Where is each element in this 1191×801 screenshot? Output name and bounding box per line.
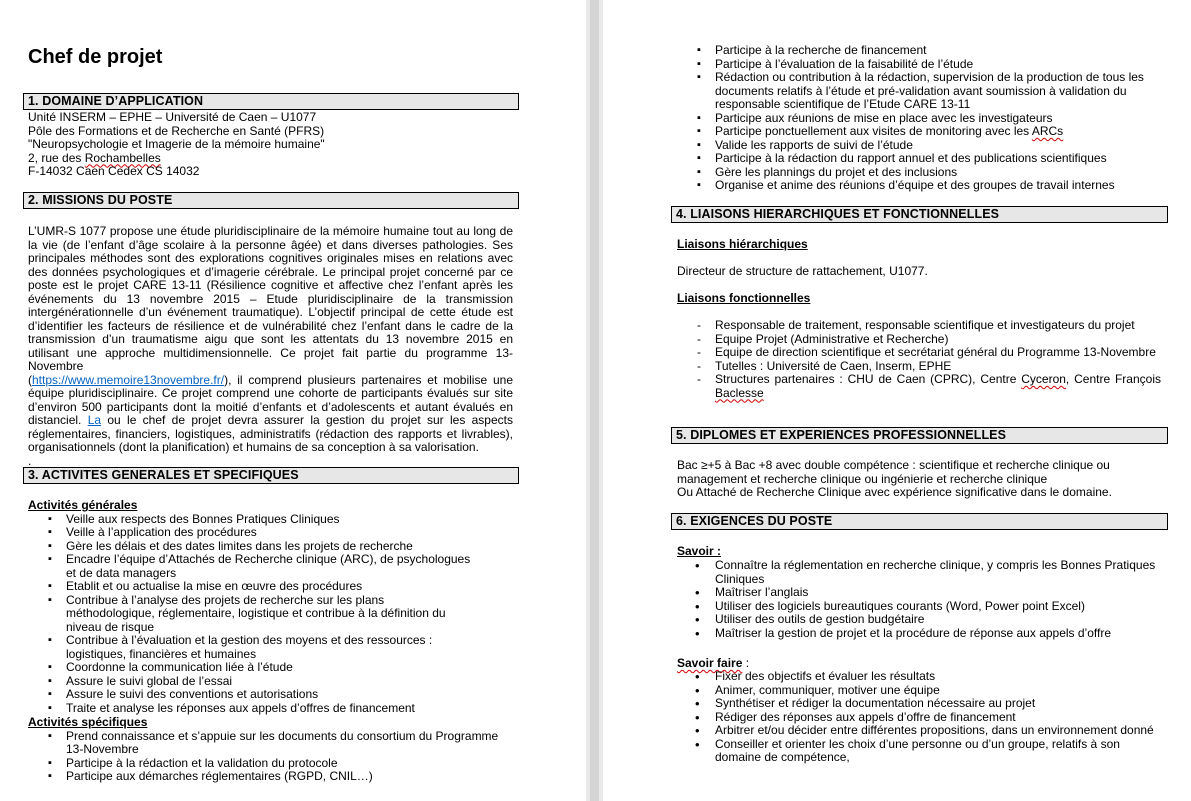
list-item: ▪ Veille aux respects des Bonnes Pratiques Cliniques — [28, 513, 473, 527]
diplomes-line: Ou Attaché de Recherche Clinique avec expérience significative dans le domaine. — [677, 485, 1112, 499]
section-heading-missions: 2. MISSIONS DU POSTE — [23, 192, 519, 209]
list-item: ▪ Participe à la rédaction du rapport annuel et des publications scientifiques — [677, 152, 1167, 166]
list-item — [677, 125, 1167, 139]
savoir-faire-list — [677, 670, 1167, 765]
list-item: ▪ Prend connaissance et s’appuie sur les documents du consortium du Programme 13-Novembre — [28, 730, 518, 757]
list-item: ▪ Rédaction ou contribution à la rédaction, supervision de la production de tous les documents relatifs à l’étude et pré-validation avant soumission à validation du responsable scientifique de l’Etude CARE 13-11 — [677, 71, 1167, 112]
list-item: - Tutelles : Université de Caen, Inserm, EPHE — [677, 360, 1161, 374]
activites-specifiques-continued — [677, 44, 1167, 193]
document-page-left — [0, 0, 586, 801]
street-name: Rochambelles — [84, 150, 161, 165]
list-item: ▪ Gère les délais et des dates limites dans les projets de recherche — [28, 540, 473, 554]
address-street-prefix: 2, rue des — [28, 150, 85, 165]
programme-link[interactable]: https://www.memoire13novembre.fr/ — [32, 372, 225, 387]
list-item: ▪ Etablit et ou actualise la mise en œuvre des procédures — [28, 580, 473, 594]
list-item: • Conseiller et orienter les choix d’une personne ou d’un groupe, relatifs à son domaine de compétence, — [677, 738, 1167, 765]
section-heading-activites: 3. ACTIVITES GENERALES ET SPECIFIQUES — [23, 467, 519, 484]
cyceron-word: Cyceron — [1021, 372, 1066, 386]
list-item: ▪ Veille à l’application des procédures — [28, 526, 473, 540]
list-item: • Utiliser des logiciels bureautiques courants (Word, Power point Excel) — [677, 600, 1157, 614]
missions-text — [28, 225, 513, 468]
list-item: • Synthétiser et rédiger la documentation nécessaire au projet — [677, 697, 1167, 711]
address-line: Unité INSERM – EPHE – Université de Caen – U1077 — [28, 110, 317, 124]
list-item: ▪ Participe à l’évaluation de la faisabilité de l’étude — [677, 58, 1167, 72]
la-word: La — [87, 413, 102, 427]
list-item: ▪ Participe aux démarches réglementaires (RGPD, CNIL…) — [28, 770, 518, 784]
section-heading-domaine: 1. DOMAINE D’APPLICATION — [23, 93, 519, 110]
list-item: • Utiliser des outils de gestion budgétaire — [677, 613, 1157, 627]
address-block — [28, 111, 508, 179]
list-item: ▪ Assure le suivi des conventions et autorisations — [28, 688, 473, 702]
list-item: ▪ Participe à la rédaction et la validation du protocole — [28, 757, 518, 771]
section-heading-exigences: 6. EXIGENCES DU POSTE — [671, 513, 1168, 530]
list-item: ▪ Valide les rapports de suivi de l’étude — [677, 139, 1167, 153]
section-heading-diplomes: 5. DIPLOMES ET EXPERIENCES PROFESSIONNELLES — [671, 427, 1168, 444]
activites-specifiques-list — [28, 730, 518, 784]
list-item: ▪ Encadre l’équipe d’Attachés de Recherche clinique (ARC), de psychologues et de data managers — [28, 553, 473, 580]
list-item: • Fixer des objectifs et évaluer les résultats — [677, 670, 1167, 684]
list-item: ▪ Participe à la recherche de financement — [677, 44, 1167, 58]
list-item: - Equipe de direction scientifique et secrétariat général du Programme 13-Novembre — [677, 346, 1161, 360]
baclesse-word: Baclesse — [715, 385, 764, 400]
list-item: ▪ Traite et analyse les réponses aux appels d’offres de financement — [28, 702, 473, 716]
list-item: ▪ Gère les plannings du projet et des inclusions — [677, 166, 1167, 180]
savoir-faire-label: Savoir faire — [677, 656, 743, 670]
list-item: • Connaître la réglementation en recherche clinique, y compris les Bonnes Pratiques Cliniques — [677, 559, 1157, 586]
list-item: ▪ Contribue à l’analyse des projets de recherche sur les plans méthodologique, réglementaire, logistique et contribue à la définition du niveau de risque — [28, 594, 473, 635]
liaisons-fonctionnelles-label: Liaisons fonctionnelles — [677, 291, 811, 305]
stray-dot: . — [28, 453, 32, 468]
list-item: • Maîtriser l’anglais — [677, 586, 1157, 600]
activites-generales-label: Activités générales — [28, 498, 138, 512]
page-title: Chef de projet — [28, 46, 163, 68]
list-item: ▪ Participe aux réunions de mise en place avec les investigateurs — [677, 112, 1167, 126]
activites-specifiques — [28, 716, 508, 784]
missions-text-part: ), il comprend plusieurs partenaires et mobilise une équipe pluridisciplinaire. Ce projet comprend une cohorte de participants évalués sur site d’environ 500 participants dont la moitié d’enfants et d’adolescents et autant évalués en distanciel. — [28, 372, 513, 427]
list-item: • Maîtriser la gestion de projet et la procédure de réponse aux appels d’offre — [677, 627, 1157, 641]
missions-paragraph: L’UMR-S 1077 propose une étude pluridisciplinaire de la mémoire humaine tout au long de la vie (de l’enfant d’âge scolaire à la personne âgée) et dans diverses pathologies. Ses principales méthodes sont des explorations cognitives originales mises en relations avec des données psychologiques et d’imagerie cérébrale. Le principal projet concerné par ce poste est le projet CARE 13-11 (Résilience cognitive et affective chez l’enfant après les événements du 13 novembre 2015 – Etude pluridisciplinaire de la transmission intergénérationnelle d’un événement traumatique). L’objectif principal de cette étude est d’identifier les facteurs de résilience et de vulnérabilité chez l’enfant dans le cadre de la transmission d’un traumatisme aigu que sont les attentats du 13 novembre 2015 en utilisant une approche multidimensionnelle. Ce projet fait partie du programme 13-Novembre — [28, 224, 513, 373]
page-gutter — [590, 0, 599, 801]
list-item-text: Participe ponctuellement aux visites de monitoring avec les — [715, 124, 1032, 138]
savoir-faire-colon: : — [742, 656, 750, 670]
diplomes-line: management et recherche clinique ou ingénierie et recherche clinique — [677, 471, 1048, 486]
missions-paragraph — [28, 374, 513, 455]
section-heading-liaisons: 4. LIAISONS HIERARCHIQUES ET FONCTIONNELLES — [671, 206, 1168, 223]
list-item: ▪ Coordonne la communication liée à l’étude — [28, 661, 473, 675]
missions-text-part: ou le chef de projet devra assurer la gestion du projet sur les aspects réglementaires, financiers, logistiques, administratifs (rédaction des rapports et livrables), organisationnels (dont la planification) et humains de sa conception à sa valorisation. — [28, 413, 513, 454]
list-item: - Responsable de traitement, responsable scientifique et investigateurs du projet — [677, 319, 1161, 333]
list-item: ▪ Assure le suivi global de l’essai — [28, 675, 473, 689]
savoir-list — [677, 559, 1157, 640]
address-line — [28, 152, 508, 166]
list-item: • Rédiger des réponses aux appels d’offre de financement — [677, 711, 1167, 725]
paren-open: ( — [28, 372, 32, 387]
activites-generales — [28, 499, 508, 715]
liaisons-hierarchiques-label: Liaisons hiérarchiques — [677, 237, 808, 251]
diplomes-line: Bac ≥+5 à Bac +8 avec double compétence : scientifique et recherche clinique ou — [677, 458, 1110, 472]
list-item: ▪ Organise et anime des réunions d’équipe et des groupes de travail internes — [677, 179, 1167, 193]
activites-generales-list — [28, 513, 473, 716]
address-line: Pôle des Formations et de Recherche en Santé (PFRS) — [28, 123, 325, 138]
address-line: "Neuropsychologie et Imagerie de la mémoire humaine" — [28, 137, 325, 151]
activites-specifiques-label: Activités spécifiques — [28, 715, 148, 729]
list-item-text: , Centre François — [1065, 372, 1161, 386]
list-item — [677, 373, 1161, 400]
address-line: F-14032 Caen Cedex CS 14032 — [28, 164, 200, 178]
list-item: • Arbitrer et/ou décider entre différentes propositions, dans un environnement donné — [677, 724, 1167, 738]
savoir-label: Savoir : — [677, 544, 722, 558]
list-item: - Equipe Projet (Administrative et Recherche) — [677, 333, 1161, 347]
list-item: ▪ Contribue à l’évaluation et la gestion des moyens et des ressources : logistiques, financières et humaines — [28, 634, 473, 661]
liaisons-fonctionnelles-list — [677, 319, 1161, 400]
diplomes-text — [677, 459, 1167, 500]
list-item-text: Structures partenaires : CHU de Caen (CPRC), Centre — [715, 372, 1022, 386]
arcs-word: ARCs — [1031, 124, 1064, 138]
list-item: • Animer, communiquer, motiver une équipe — [677, 684, 1167, 698]
liaisons-hierarchiques-text: Directeur de structure de rattachement, U1077. — [677, 264, 928, 278]
document-page-right — [603, 0, 1191, 801]
